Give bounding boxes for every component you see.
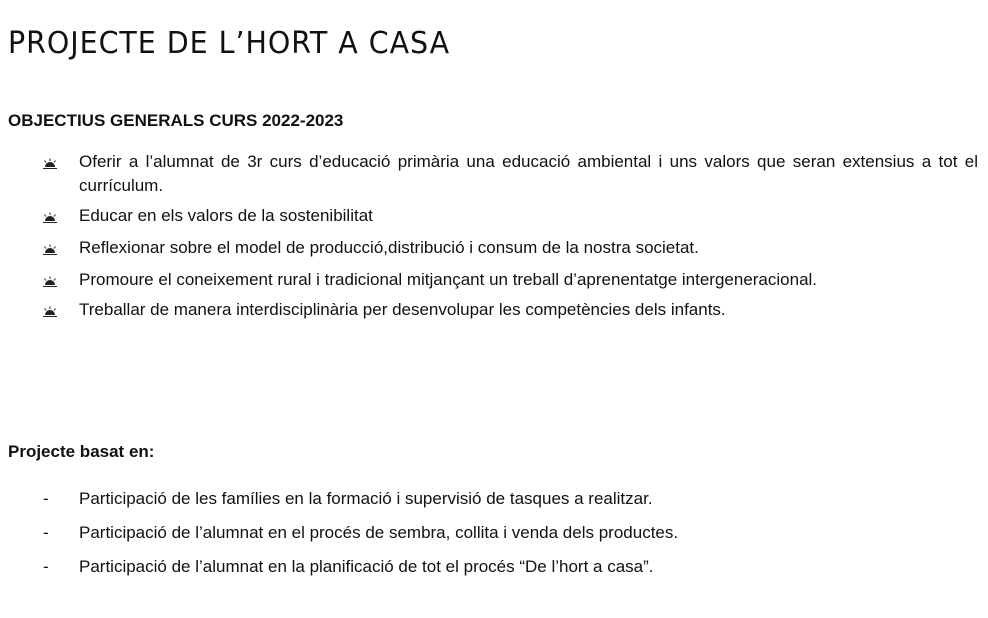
objective-text: Treballar de manera interdisciplinària per desenvolupar les competències dels infants. bbox=[79, 300, 726, 319]
objective-text: Oferir a l’alumnat de 3r curs d’educació primària una educació ambiental i uns valors que seran extensius a tot el currículum. bbox=[79, 152, 978, 195]
objective-text: Reflexionar sobre el model de producció,distribució i consum de la nostra societat. bbox=[79, 238, 699, 257]
based-on-text: Participació de les famílies en la formació i supervisió de tasques a realitzar. bbox=[79, 489, 653, 508]
dash-bullet: - bbox=[43, 523, 49, 542]
based-on-heading: Projecte basat en: bbox=[8, 442, 155, 461]
objectives-heading: OBJECTIUS GENERALS CURS 2022-2023 bbox=[8, 111, 344, 130]
page-title: PROJECTE DE L’HORT A CASA bbox=[8, 26, 451, 61]
objective-item bbox=[0, 236, 988, 260]
based-on-text: Participació de l’alumnat en la planificació de tot el procés “De l’hort a casa”. bbox=[79, 557, 654, 576]
sunrise-icon bbox=[42, 306, 58, 318]
based-on-item bbox=[0, 555, 988, 579]
sunrise-icon bbox=[42, 244, 58, 256]
objective-text: Educar en els valors de la sostenibilitat bbox=[79, 206, 373, 225]
sunrise-icon bbox=[42, 158, 58, 170]
objective-item bbox=[0, 268, 988, 292]
based-on-text: Participació de l’alumnat en el procés de sembra, collita i venda dels productes. bbox=[79, 523, 679, 542]
based-on-item bbox=[0, 521, 988, 545]
dash-bullet: - bbox=[43, 489, 49, 508]
objective-item bbox=[0, 150, 988, 198]
objectives-list bbox=[0, 150, 988, 330]
dash-bullet: - bbox=[43, 557, 49, 576]
objective-item bbox=[0, 204, 988, 228]
based-on-list bbox=[0, 487, 988, 589]
sunrise-icon bbox=[42, 276, 58, 288]
objective-text: Promoure el coneixement rural i tradicional mitjançant un treball d’aprenentatge intergeneracional. bbox=[79, 270, 818, 289]
objective-item bbox=[0, 298, 988, 322]
based-on-item bbox=[0, 487, 988, 511]
sunrise-icon bbox=[42, 212, 58, 224]
